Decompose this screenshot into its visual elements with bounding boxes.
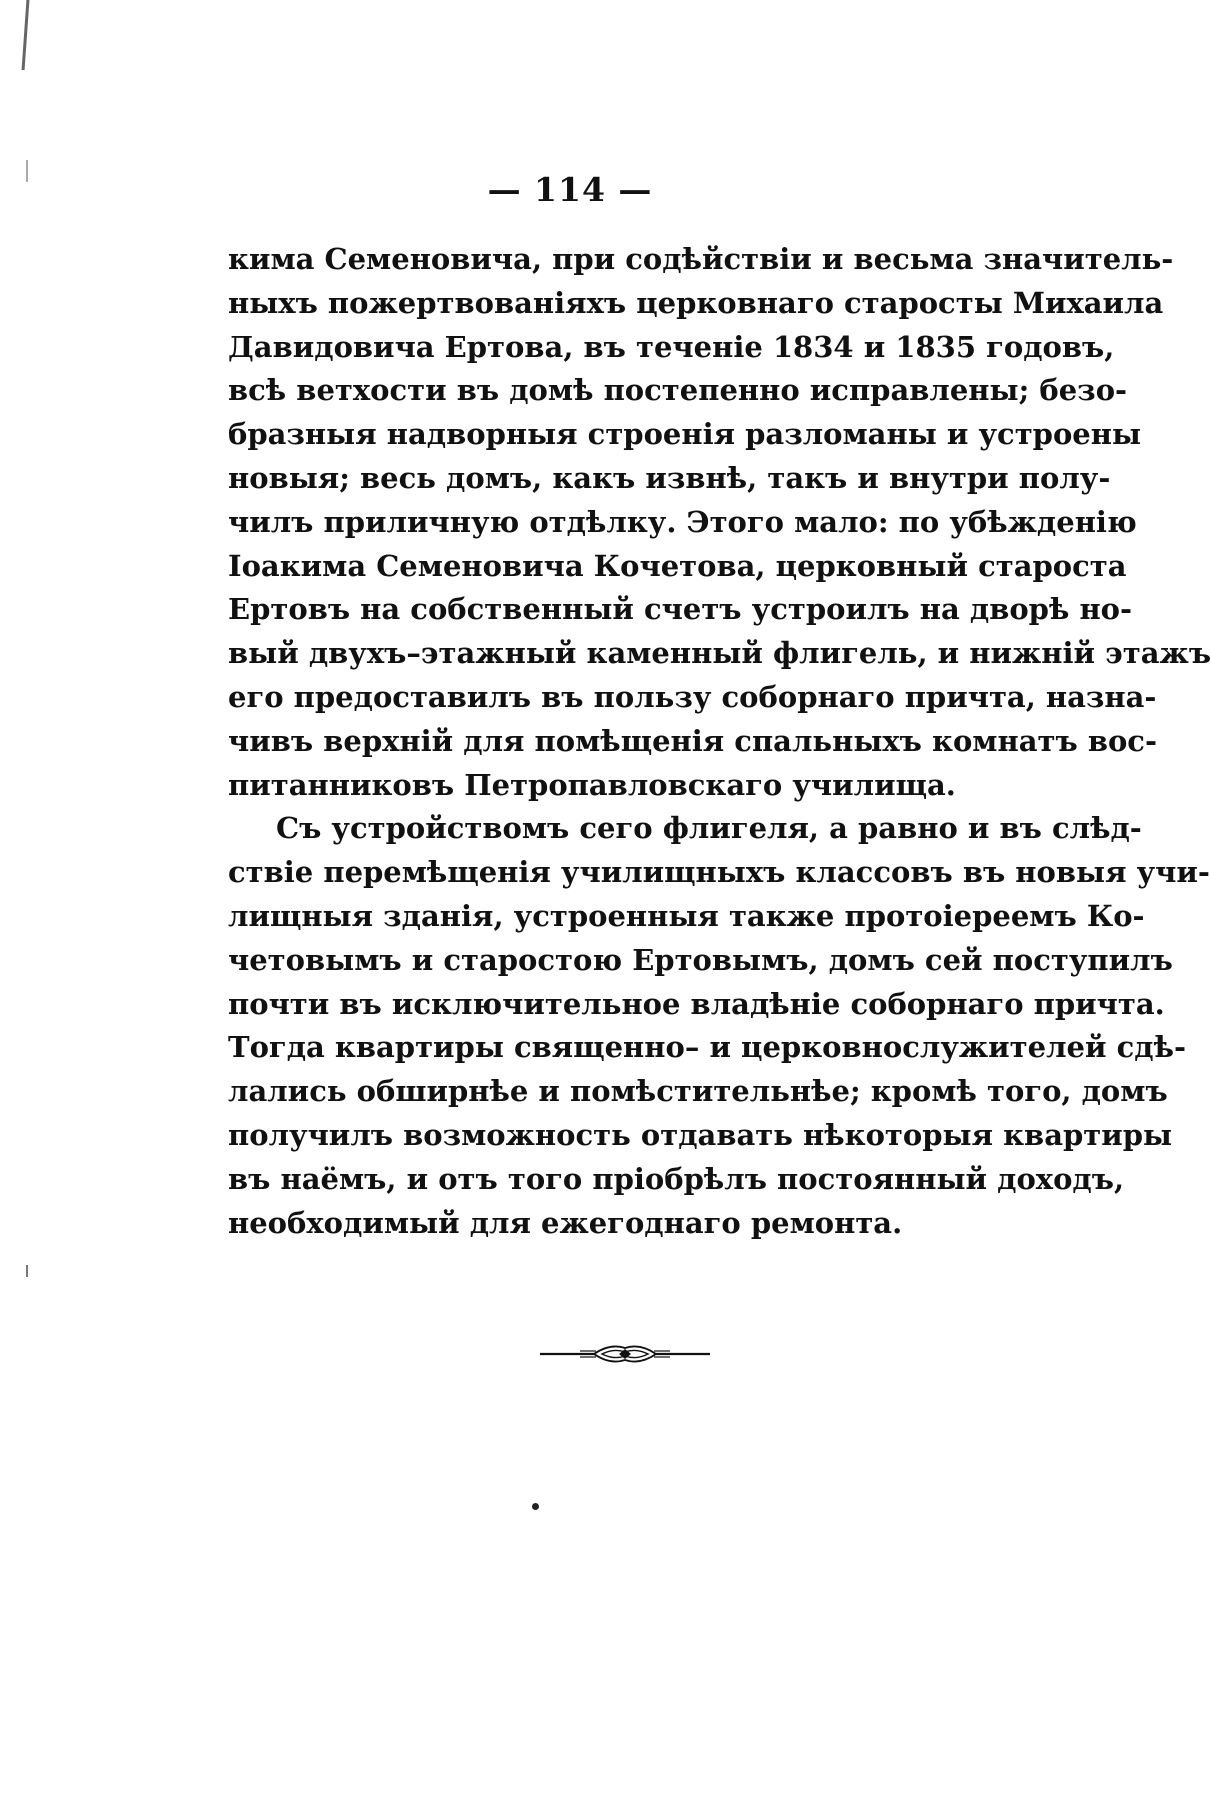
- decorative-divider-icon: [540, 1340, 710, 1368]
- text-line: всѣ ветхости въ домѣ постепенно исправлены; безо-: [228, 373, 1128, 408]
- page-number: — 114 —: [487, 170, 653, 209]
- text-line: Тогда квартиры священно– и церковнослужителей сдѣ-: [228, 1030, 1187, 1065]
- text-line: бразныя надворныя строенія разломаны и устроены: [228, 417, 1142, 452]
- text-line: четовымъ и старостою Ертовымъ, домъ сей поступилъ: [228, 942, 1173, 977]
- text-line: получилъ возможность отдавать нѣкоторыя квартиры: [228, 1117, 1173, 1152]
- text-line: кима Семеновича, при содѣйствіи и весьма значитель-: [228, 242, 1174, 276]
- text-line: ныхъ пожертвованіяхъ церковнаго старосты Михаила: [228, 285, 1164, 320]
- text-line: питанниковъ Петропавловскаго училища.: [228, 767, 956, 802]
- text-line: Іоакима Семеновича Кочетова, церковный староста: [228, 548, 1127, 583]
- ink-speck: [532, 1503, 539, 1510]
- paragraph-2: [228, 807, 1210, 1245]
- paragraph-1: [228, 238, 1211, 807]
- text-line: Ертовъ на собственный счетъ устроилъ на дворѣ но-: [228, 592, 1133, 627]
- text-line: чивъ верхній для помѣщенія спальныхъ комнатъ вос-: [228, 723, 1158, 758]
- text-line: Давидовича Ертова, въ теченіе 1834 и 1835 годовъ,: [228, 329, 1115, 364]
- text-line: вый двухъ–этажный каменный флигель, и нижній этажъ: [228, 636, 1211, 671]
- text-line: его предоставилъ въ пользу соборнаго причта, назна-: [228, 679, 1157, 714]
- text-line: чилъ приличную отдѣлку. Этого мало: по убѣжденію: [228, 504, 1137, 539]
- scan-margin-mark: [22, 0, 30, 70]
- body-text: [228, 238, 1211, 1245]
- text-line: Съ устройствомъ сего флигеля, а равно и въ слѣд-: [276, 811, 1142, 846]
- text-line: новыя; весь домъ, какъ извнѣ, такъ и внутри полу-: [228, 460, 1111, 495]
- text-line: почти въ исключительное владѣніе соборнаго причта.: [228, 986, 1165, 1021]
- text-line: ствіе перемѣщенія училищныхъ классовъ въ новыя учи-: [228, 855, 1210, 890]
- text-line: лались обширнѣе и помѣстительнѣе; кромѣ того, домъ: [228, 1074, 1168, 1109]
- text-line: лищныя зданія, устроенныя также протоіереемъ Ко-: [228, 898, 1145, 933]
- text-line: необходимый для ежегоднаго ремонта.: [228, 1205, 903, 1240]
- text-line: въ наёмъ, и отъ того пріобрѣлъ постоянный доходъ,: [228, 1161, 1125, 1196]
- scan-margin-mark: [26, 1265, 28, 1277]
